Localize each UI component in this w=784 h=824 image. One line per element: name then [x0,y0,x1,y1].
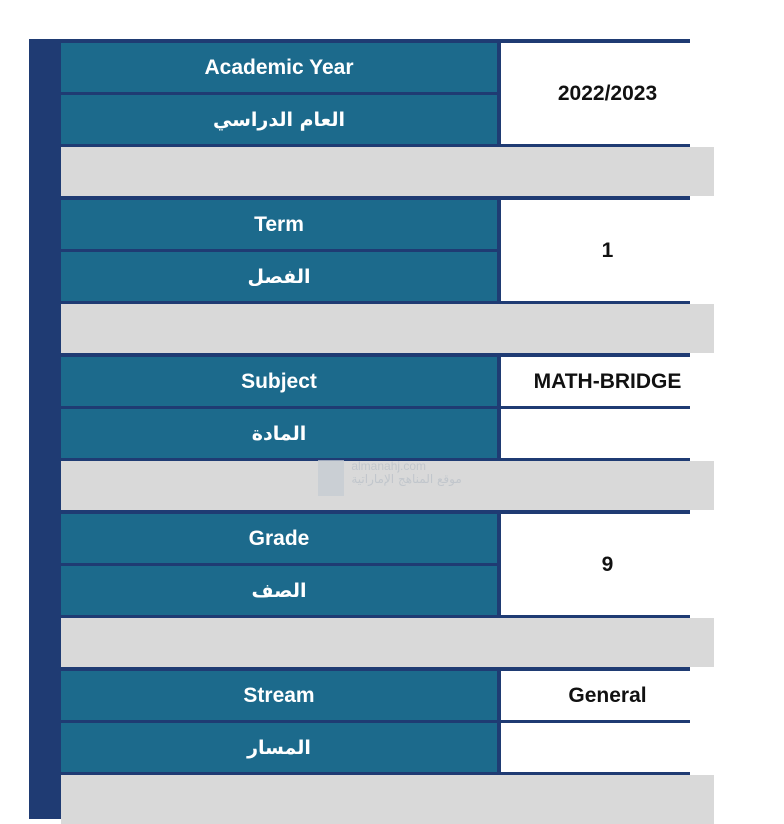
watermark-site: almanahj.com [351,459,427,473]
subject-value-empty [501,409,714,458]
grade-label: Grade [61,514,497,563]
subject-label: Subject [61,357,497,406]
academic-year-value: 2022/2023 [501,43,714,144]
stream-label: Stream [61,671,497,720]
subject-value: MATH-BRIDGE [501,357,714,406]
info-table [29,39,690,819]
spacer-row [61,147,714,196]
stream-label-ar: المسار [61,723,497,772]
term-label-ar: الفصل [61,252,497,301]
subject-label-ar: المادة [61,409,497,458]
term-value: 1 [501,200,714,301]
spacer-row [61,304,714,353]
academic-year-label: Academic Year [61,43,497,92]
watermark-site-ar: موقع المناهج الإماراتية [351,472,462,487]
grade-value: 9 [501,514,714,615]
academic-year-label-ar: العام الدراسي [61,95,497,144]
spacer-row [61,461,714,510]
stream-value: General [501,671,714,720]
term-label: Term [61,200,497,249]
spacer-row [61,618,714,667]
stream-value-empty [501,723,714,772]
grade-label-ar: الصف [61,566,497,615]
